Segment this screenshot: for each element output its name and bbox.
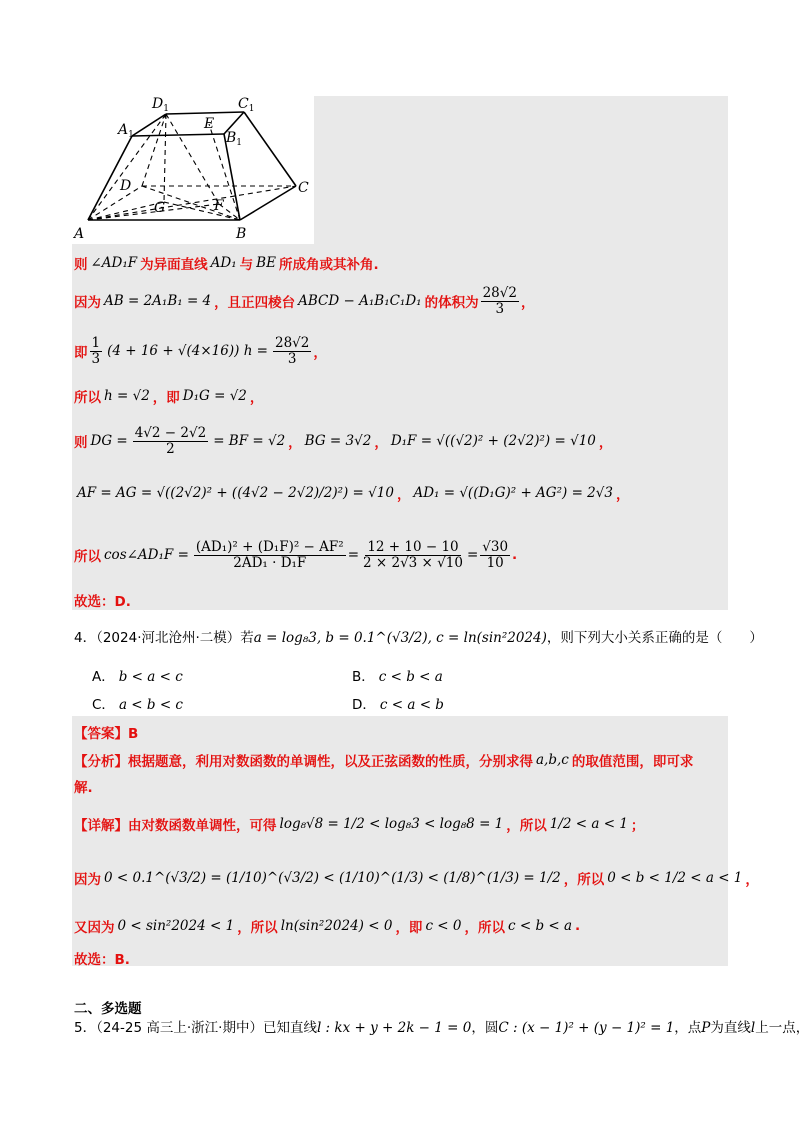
solution-line-2: 因为 AB = 2A₁B₁ = 4 ，且正四棱台 ABCD − A₁B₁C₁D₁ 的体积为 $\frac{28√2}{3}$ ， bbox=[74, 285, 535, 317]
q4-because: 因为 0 < 0.1^(√3/2) = (1/10)^(√3/2) < (1/10)^(1/3) < (1/8)^(1/3) = 1/2 ，所以 0 < b < 1/2 < a < 1 ， bbox=[74, 870, 759, 888]
q4-analysis: 【分析】根据题意，利用对数函数的单调性，以及正弦函数的性质，分别求得 a,b,c 的取值范围，即可求 bbox=[74, 752, 694, 770]
solution-line-7: 所以 cos∠AD₁F = $\frac{\text{(AD₁)² + (D₁F)² − AF²}}{\text{2AD₁ · D₁F}}$ = $\frac{12 + 10 - 10}{2 \times 2√3 \times √10}$ = $\frac{√30}{10}$ . bbox=[74, 539, 518, 571]
solution-answer: 故选：D. bbox=[74, 594, 131, 610]
q4-also: 又因为 0 < sin²2024 < 1 ，所以 ln(sin²2024) < 0 ，即 c < 0 ，所以 c < b < a . bbox=[74, 918, 581, 936]
label-D1: $D_1$ bbox=[152, 96, 169, 114]
q4-answer: 【答案】B bbox=[74, 726, 139, 742]
label-C1: $C_1$ bbox=[238, 96, 255, 114]
solution-line-5: 则 DG = $\frac{4√2 - 2√2}{2}$ = BF = √2 ， BG = 3√2 ， D₁F = √((√2)² + (2√2)²) = √10 ， bbox=[74, 425, 613, 457]
q4-option-c[interactable]: C． a < b < c bbox=[92, 697, 183, 713]
label-E: E bbox=[204, 116, 215, 132]
frustum-figure bbox=[74, 92, 314, 242]
section-title: 二、多选题 bbox=[74, 1001, 142, 1017]
label-C: C bbox=[298, 180, 309, 196]
q5-stem: 5．（24-25 高三上·浙江·期中）已知直线l : kx + y + 2k − 1 = 0，圆C : (x − 1)² + (y − 1)² = 1，点P为直线l上一点， bbox=[74, 1020, 809, 1036]
solution-line-6: AF = AG = √((2√2)² + ((4√2 − 2√2)/2)²) = √10 ， AD₁ = √((D₁G)² + AG²) = 2√3 ， bbox=[77, 485, 630, 503]
q4-detail: 【详解】由对数函数单调性，可得 log₈√8 = 1/2 < log₈3 < log₈8 = 1 ，所以 1/2 < a < 1 ； bbox=[74, 816, 645, 834]
solution-line-3: 即 $\frac{1}{3}$ (4 + 16 + √(4×16)) h = $\frac{28√2}{3}$ ， bbox=[74, 335, 327, 367]
solution-line-4: 所以 h = √2 ，即 D₁G = √2 ， bbox=[74, 388, 264, 406]
q4-choose: 故选：B. bbox=[74, 952, 130, 968]
label-A: A bbox=[74, 226, 85, 242]
q4-option-d[interactable]: D． c < a < b bbox=[352, 697, 444, 713]
q4-option-b[interactable]: B． c < b < a bbox=[352, 669, 443, 685]
q4-stem: 4．（2024·河北沧州·二模）若a = log₈3, b = 0.1^(√3/2), c = ln(sin²2024)，则下列大小关系正确的是（ ） bbox=[74, 630, 763, 646]
solution-line-1: 则 ∠AD₁F 为异面直线 AD₁ 与 BE 所成角或其补角. bbox=[74, 255, 379, 273]
label-G: G bbox=[154, 200, 166, 216]
label-D: D bbox=[120, 178, 132, 194]
q4-option-a[interactable]: A． b < a < c bbox=[92, 669, 183, 685]
q4-analysis-cont: 解. bbox=[74, 780, 93, 796]
label-B: B bbox=[236, 226, 247, 242]
label-B1: $B_1$ bbox=[226, 130, 243, 148]
label-F: F bbox=[214, 198, 224, 214]
label-A1: $A_1$ bbox=[118, 122, 134, 140]
